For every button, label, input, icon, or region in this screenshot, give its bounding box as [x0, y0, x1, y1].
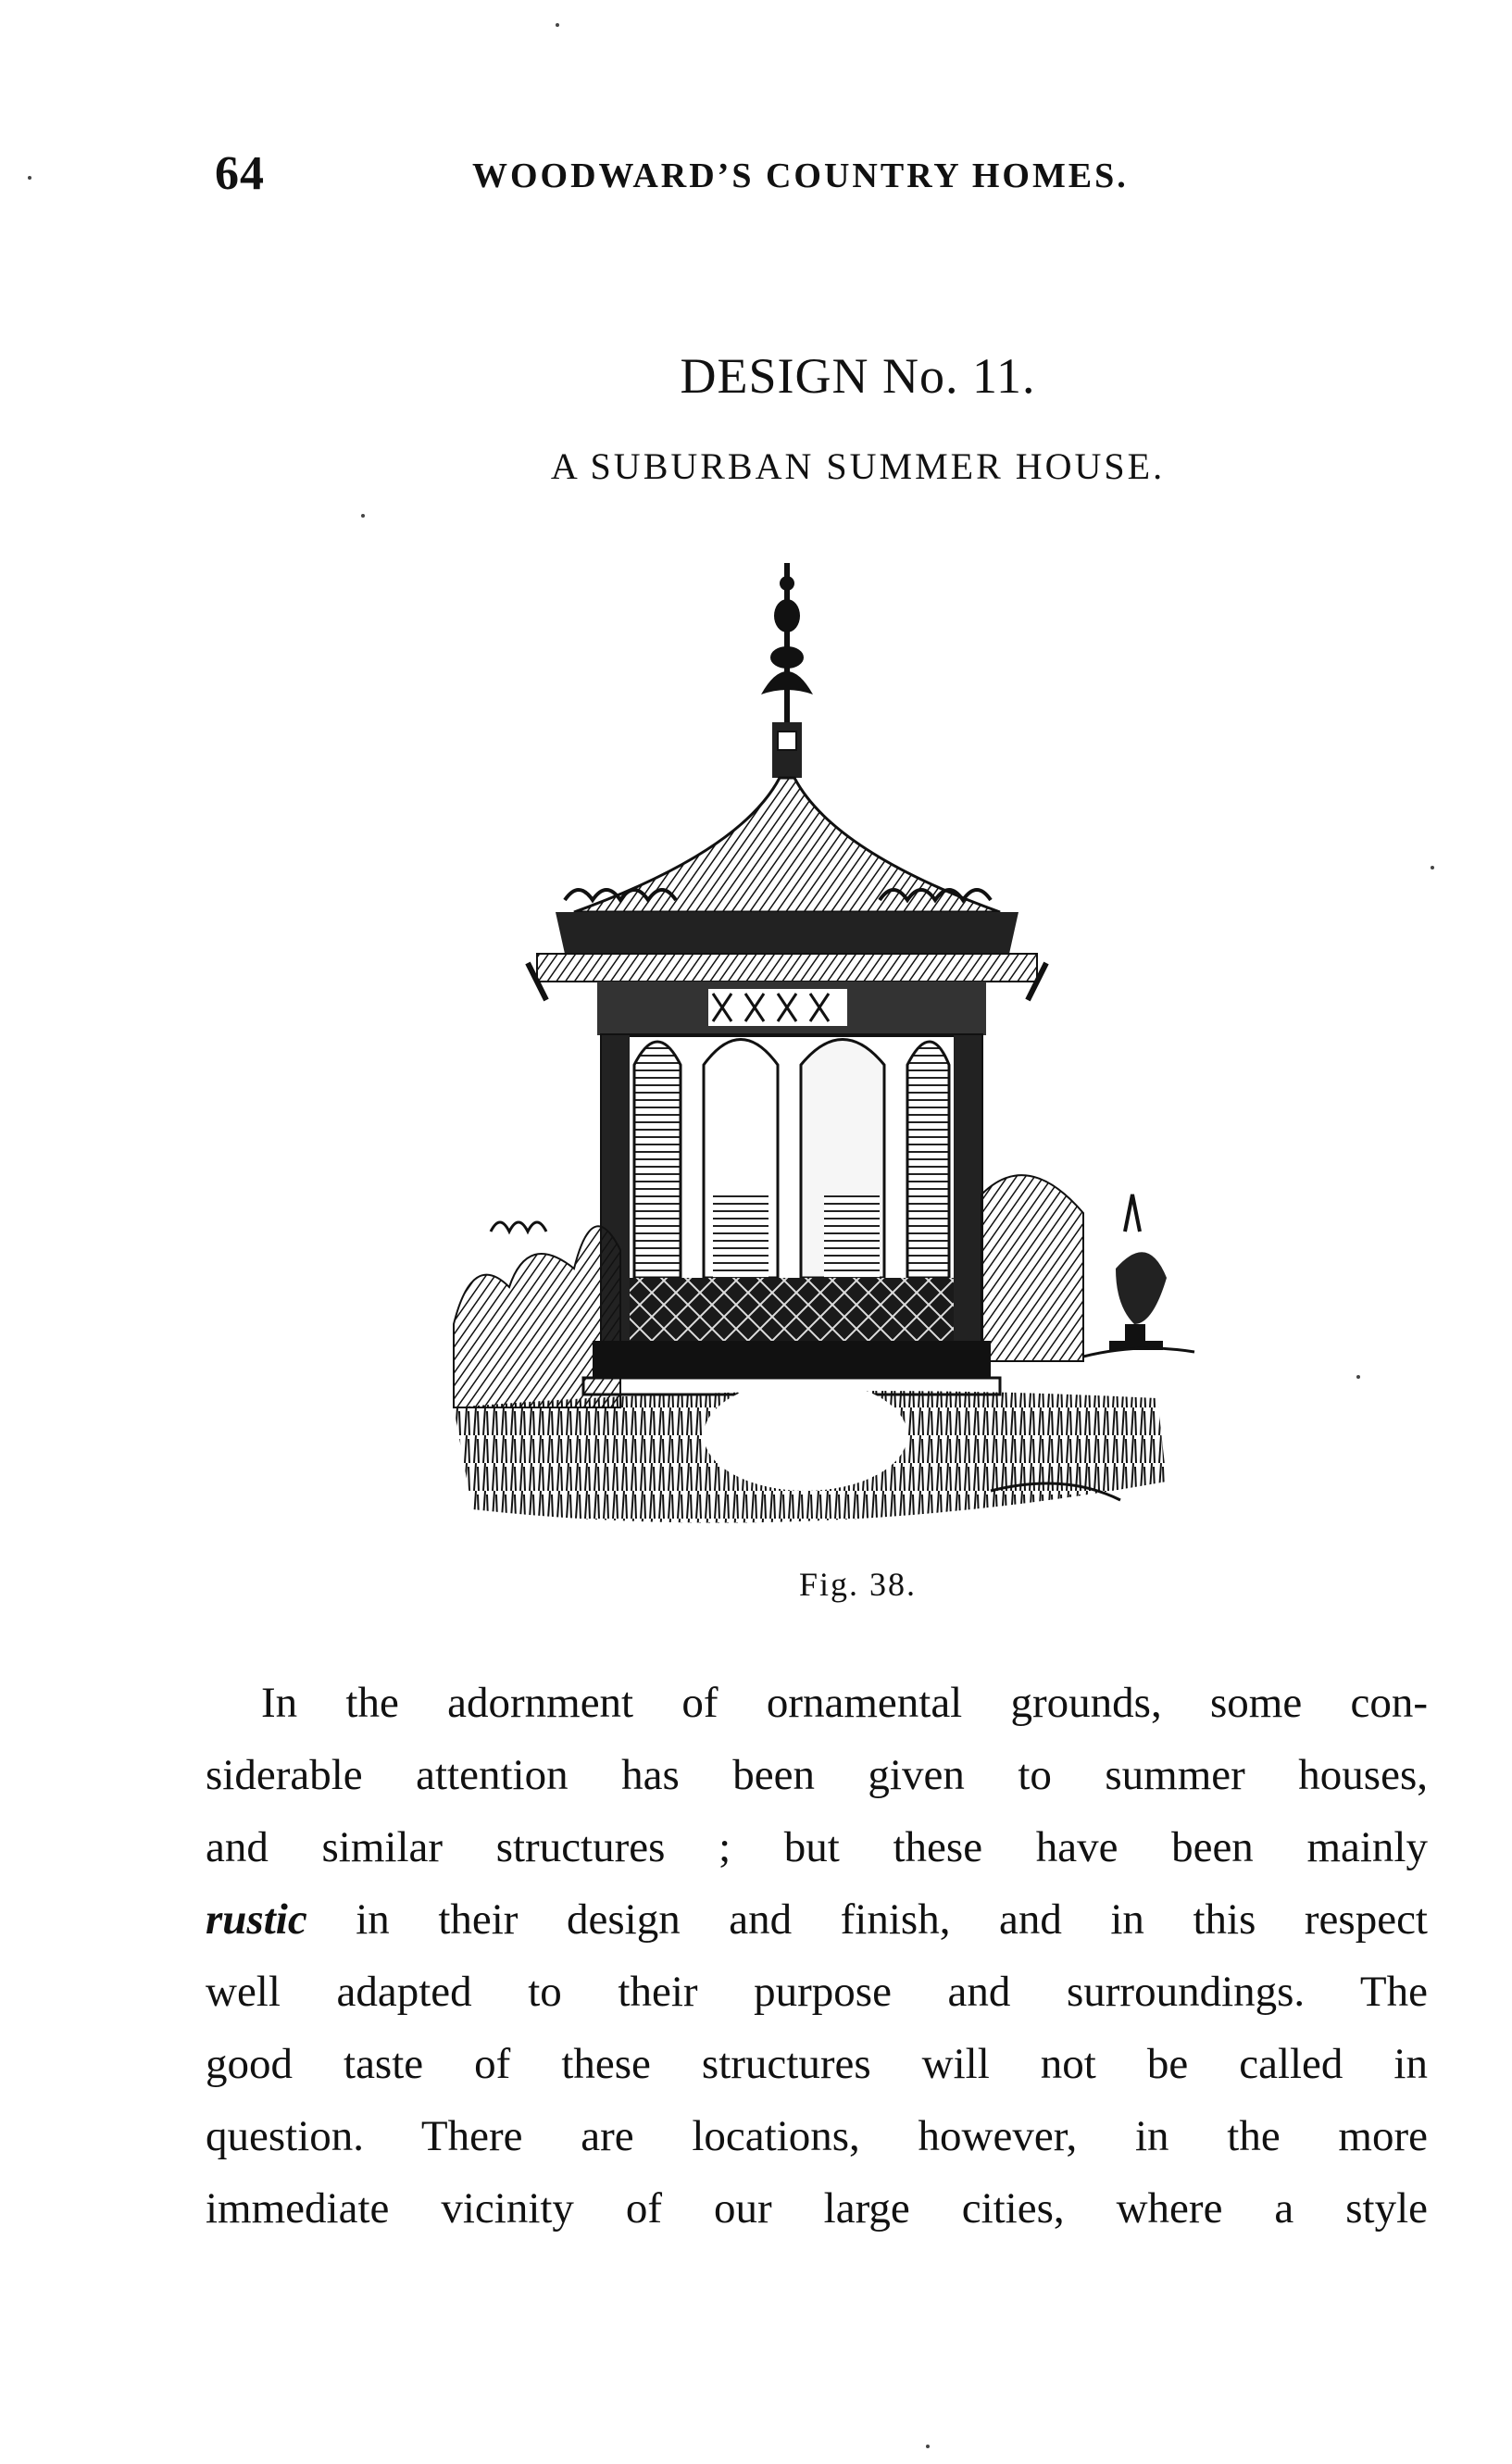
design-title: DESIGN No. 11.: [680, 348, 1036, 404]
body-line: and similar structures ; but these have been mainly: [206, 1823, 1428, 1871]
scan-speck: [28, 176, 31, 180]
scan-speck: [1356, 1375, 1360, 1379]
frieze: [597, 982, 986, 1035]
body-line: well adapted to their purpose and surroundings. The: [206, 1968, 1428, 2016]
body-line-rest: in their design and finish, and in this respect: [306, 1895, 1428, 1944]
finial: [761, 563, 813, 778]
body-line: [206, 1883, 1428, 1956]
page-number: 64: [215, 147, 265, 200]
body-line: immediate vicinity of our large cities, where a style: [206, 2184, 1428, 2233]
summer-house-illustration: [435, 546, 1213, 1556]
body-line: question. There are locations, however, in the more: [206, 2112, 1428, 2160]
emphasis-word: rustic: [206, 1895, 307, 1944]
body-paragraph: [206, 1667, 1428, 2245]
scan-speck: [361, 514, 365, 518]
shrubs-right: [981, 1175, 1194, 1361]
scan-speck: [556, 23, 559, 27]
ground: [454, 1380, 1167, 1523]
scan-speck: [1431, 866, 1434, 869]
running-header: WOODWARD’S COUNTRY HOMES.: [472, 156, 1129, 195]
body-line: In the adornment of ornamental grounds, some con-: [261, 1679, 1428, 1727]
shrubs-left: [454, 1222, 620, 1407]
roof: [528, 778, 1046, 1000]
body-line: good taste of these structures will not be called in: [206, 2040, 1428, 2088]
design-subtitle: A SUBURBAN SUMMER HOUSE.: [550, 445, 1166, 487]
body-line: siderable attention has been given to summer houses,: [206, 1751, 1428, 1799]
scan-speck: [926, 2445, 930, 2448]
walls: [583, 1035, 1000, 1395]
figure-caption: Fig. 38.: [798, 1566, 918, 1603]
